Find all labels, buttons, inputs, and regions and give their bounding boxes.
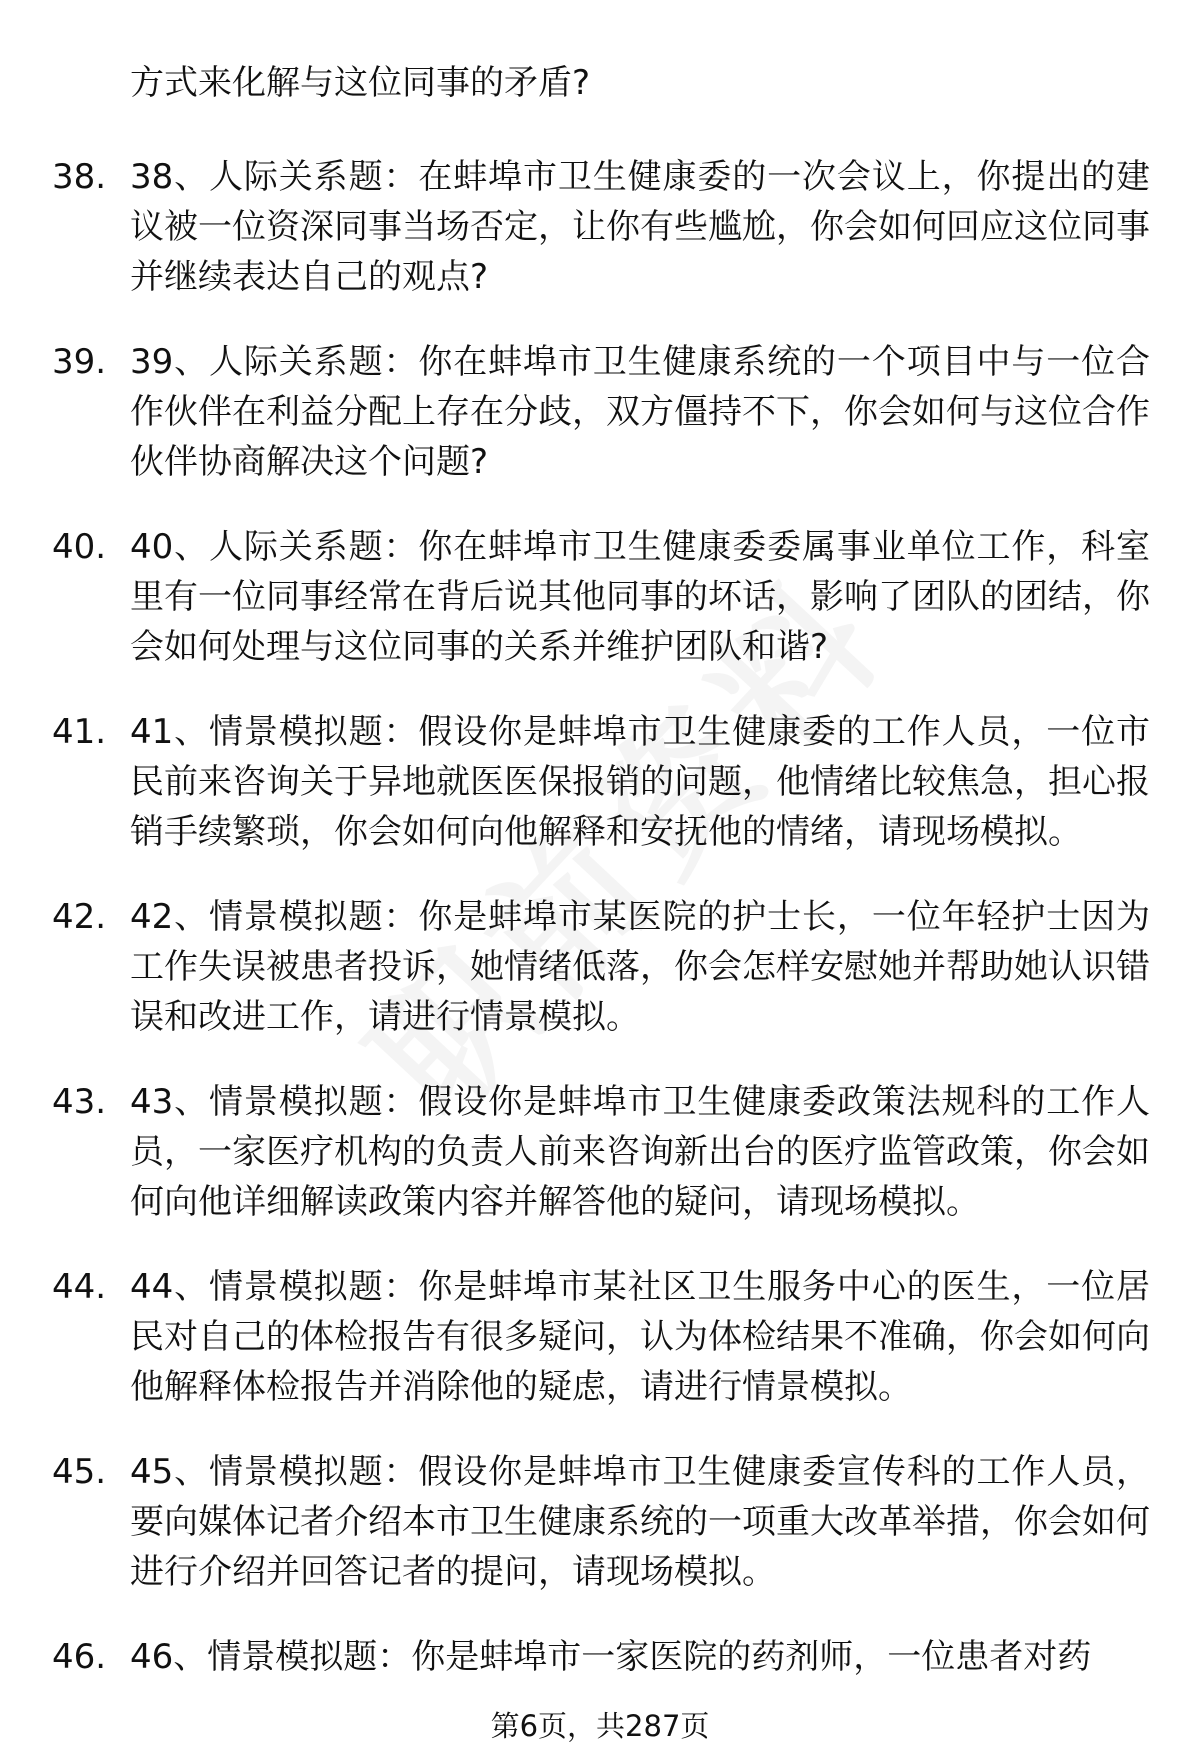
question-text: 41、情景模拟题：假设你是蚌埠市卫生健康委的工作人员，一位市民前来咨询关于异地就医医保报销的问题，他情绪比较焦急，担心报销手续繁琐，你会如何向他解释和安抚他的情绪，请现场模拟。 bbox=[130, 712, 1150, 852]
question-text: 43、情景模拟题：假设你是蚌埠市卫生健康委政策法规科的工作人员，一家医疗机构的负责人前来咨询新出台的医疗监管政策，你会如何向他详细解读政策内容并解答他的疑问，请现场模拟。 bbox=[130, 1082, 1150, 1222]
question-item bbox=[0, 707, 1200, 857]
question-text: 42、情景模拟题：你是蚌埠市某医院的护士长，一位年轻护士因为工作失误被患者投诉，她情绪低落，你会怎样安慰她并帮助她认识错误和改进工作，请进行情景模拟。 bbox=[130, 897, 1150, 1037]
question-text: 44、情景模拟题：你是蚌埠市某社区卫生服务中心的医生，一位居民对自己的体检报告有很多疑问，认为体检结果不准确，你会如何向他解释体检报告并消除他的疑虑，请进行情景模拟。 bbox=[130, 1267, 1150, 1407]
question-text: 38、人际关系题：在蚌埠市卫生健康委的一次会议上，你提出的建议被一位资深同事当场否定，让你有些尴尬，你会如何回应这位同事并继续表达自己的观点? bbox=[130, 157, 1150, 297]
question-item bbox=[0, 152, 1200, 302]
question-number: 41. bbox=[52, 712, 107, 752]
question-item bbox=[0, 1077, 1200, 1227]
question-item bbox=[0, 522, 1200, 672]
question-item bbox=[0, 892, 1200, 1042]
question-item bbox=[0, 1447, 1200, 1597]
question-number: 45. bbox=[52, 1452, 107, 1492]
question-number: 38. bbox=[52, 157, 107, 197]
question-text: 45、情景模拟题：假设你是蚌埠市卫生健康委宣传科的工作人员，要向媒体记者介绍本市卫生健康系统的一项重大改革举措，你会如何进行介绍并回答记者的提问，请现场模拟。 bbox=[130, 1452, 1150, 1592]
question-number: 43. bbox=[52, 1082, 107, 1122]
question-item bbox=[0, 1262, 1200, 1412]
continuation-text: 方式来化解与这位同事的矛盾? bbox=[130, 63, 591, 103]
question-list bbox=[0, 152, 1200, 1717]
question-number: 46. bbox=[52, 1637, 107, 1677]
page-number: 第6页，共287页 bbox=[490, 1709, 710, 1743]
question-item bbox=[0, 337, 1200, 487]
question-text: 46、情景模拟题：你是蚌埠市一家医院的药剂师，一位患者对药 bbox=[130, 1637, 1092, 1677]
question-number: 44. bbox=[52, 1267, 107, 1307]
question-text: 39、人际关系题：你在蚌埠市卫生健康系统的一个项目中与一位合作伙伴在利益分配上存在分歧，双方僵持不下，你会如何与这位合作伙伴协商解决这个问题? bbox=[130, 342, 1150, 482]
question-number: 40. bbox=[52, 527, 107, 567]
question-number: 42. bbox=[52, 897, 107, 937]
question-number: 39. bbox=[52, 342, 107, 382]
question-text: 40、人际关系题：你在蚌埠市卫生健康委委属事业单位工作，科室里有一位同事经常在背后说其他同事的坏话，影响了团队的团结，你会如何处理与这位同事的关系并维护团队和谐? bbox=[130, 527, 1150, 667]
question-item bbox=[0, 1632, 1200, 1682]
